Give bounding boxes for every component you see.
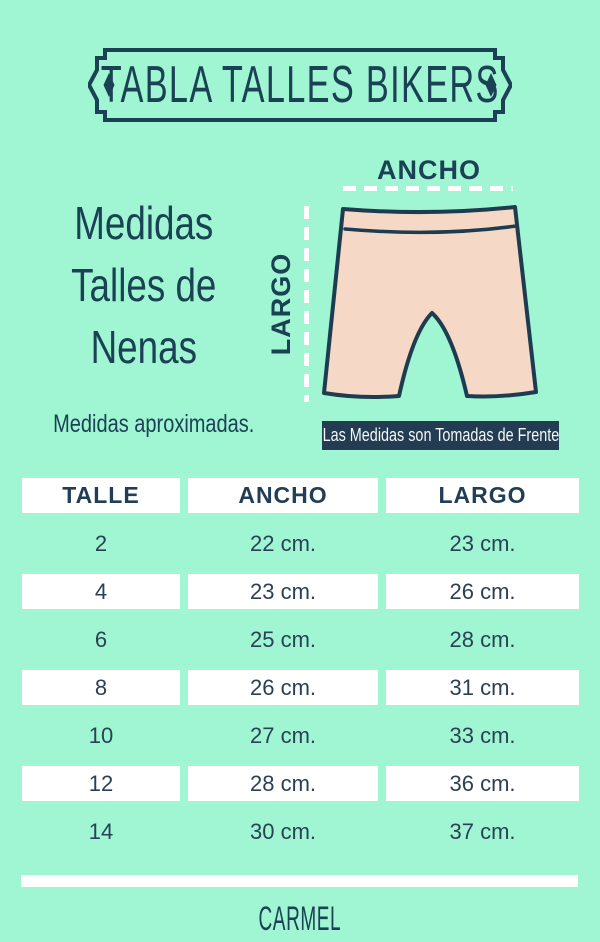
cell-ancho: 30 cm. — [249, 818, 317, 844]
table-row — [22, 526, 580, 561]
cell-ancho: 22 cm. — [249, 530, 317, 556]
cell-talle: 8 — [22, 670, 180, 705]
table-row — [22, 814, 580, 849]
cell-largo: 28 cm. — [449, 626, 516, 652]
column-header-largo: LARGO — [386, 478, 579, 513]
cell-ancho: 28 cm. — [188, 766, 378, 801]
cell-ancho: 26 cm. — [188, 670, 378, 705]
cell-ancho: 25 cm. — [249, 626, 317, 652]
brand-logo: CARMEL — [258, 900, 342, 938]
cell-ancho: 27 cm. — [249, 722, 317, 748]
cell-largo: 36 cm. — [386, 766, 579, 801]
table-row — [22, 766, 580, 801]
cell-talle: 10 — [88, 722, 114, 748]
table-row — [22, 622, 580, 657]
width-dimension-label: ANCHO — [377, 155, 481, 185]
width-dashed-line — [343, 186, 513, 191]
measurement-caption-badge: Las Medidas son Tomadas de Frente — [322, 421, 559, 450]
section-heading — [28, 192, 260, 378]
poster-title: TABLA TALLES BIKERS — [100, 56, 500, 114]
cell-talle: 6 — [94, 626, 108, 652]
column-header-ancho: ANCHO — [188, 478, 378, 513]
cell-largo: 31 cm. — [386, 670, 579, 705]
cell-talle: 2 — [94, 530, 108, 556]
table-row — [22, 718, 580, 753]
cell-largo: 26 cm. — [386, 574, 579, 609]
table-header-row — [22, 478, 580, 513]
heading-line: Medidas — [74, 197, 214, 249]
cell-largo: 37 cm. — [449, 818, 516, 844]
approximate-note: Medidas aproximadas. — [53, 410, 255, 438]
cell-talle: 12 — [22, 766, 180, 801]
table-row — [22, 670, 580, 705]
cell-largo: 23 cm. — [449, 530, 516, 556]
biker-shorts-icon — [315, 196, 547, 406]
column-header-talle: TALLE — [22, 478, 180, 513]
cell-largo: 33 cm. — [449, 722, 516, 748]
table-row — [22, 574, 580, 609]
heading-line: Talles de — [71, 259, 217, 311]
cell-talle: 4 — [22, 574, 180, 609]
length-dimension-label: LARGO — [265, 252, 296, 356]
cell-talle: 14 — [88, 818, 114, 844]
cell-ancho: 23 cm. — [188, 574, 378, 609]
heading-line: Nenas — [90, 321, 198, 373]
footer-divider — [21, 875, 578, 887]
length-dashed-line — [304, 206, 309, 402]
size-table — [22, 478, 580, 862]
